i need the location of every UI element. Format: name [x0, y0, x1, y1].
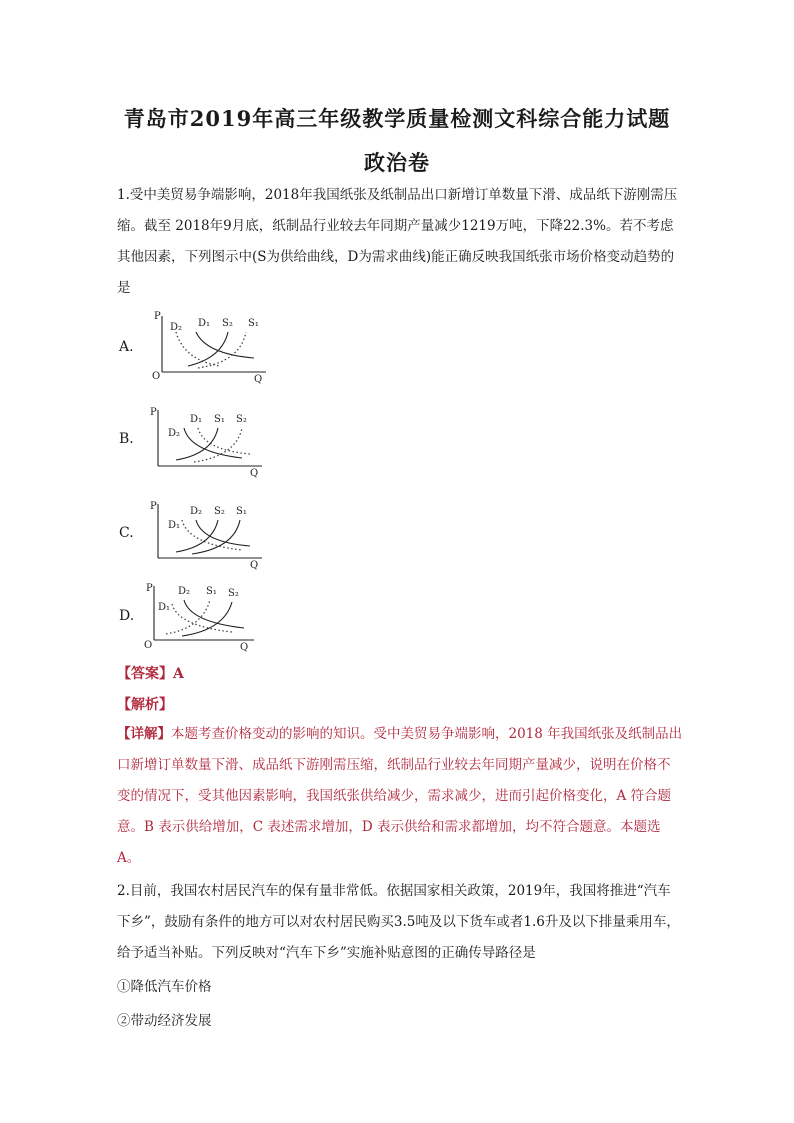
answer-label: 【答案】A	[117, 666, 184, 682]
exam-title: 青岛市2019年高三年级教学质量检测文科综合能力试题	[123, 106, 671, 131]
curve-label-s1: S₁	[214, 414, 225, 425]
q-axis-label: Q	[254, 374, 263, 385]
curve-label-s2: S₂	[228, 588, 239, 599]
origin-label: O	[152, 371, 161, 382]
q-axis-label: Q	[240, 642, 249, 653]
curve-label-d1: D₁	[190, 414, 203, 425]
curve-label-d2: D₂	[190, 506, 203, 517]
demand-curve-d2	[196, 520, 250, 546]
option-a-label: A.	[119, 339, 134, 355]
curve-label-d1: D₁	[168, 520, 181, 531]
option-b-graph	[146, 404, 271, 479]
demand-curve-d2	[184, 428, 242, 458]
origin-label: O	[144, 640, 153, 651]
exam-subtitle: 政治卷	[364, 150, 430, 175]
p-axis-label: P	[154, 311, 161, 322]
curve-label-s2: S₂	[214, 506, 225, 517]
question-2-item-1: ①降低汽车价格	[117, 979, 212, 995]
option-c-graph	[146, 498, 271, 573]
option-b-label: B.	[119, 431, 134, 447]
q-axis-label: Q	[250, 468, 259, 479]
curve-label-s2: S₂	[222, 318, 233, 329]
p-axis-label: P	[150, 501, 157, 512]
question-2-item-2: ②带动经济发展	[117, 1013, 212, 1029]
question-1-stem: 1.受中美贸易争端影响，2018年我国纸张及纸制品出口新增订单数量下滑、成品纸下游刚需压缩。截至 2018年9月底，纸制品行业较去年同期产量减少1219万吨，下降22.3%。若不考虑其他因素，下列图示中(S为供给曲线，D为需求曲线)能正确反映我国纸张市场价格变动趋势的是	[117, 187, 678, 296]
curve-label-d2: D₂	[168, 428, 181, 439]
option-d-label: D.	[119, 608, 135, 624]
option-a-graph	[148, 310, 273, 385]
explanation-text: 本题考查价格变动的影响的知识。受中美贸易争端影响，2018 年我国纸张及纸制品出口新增订单数量下滑、成品纸下游刚需压缩，纸制品行业较去年同期产量减少，说明在价格不变的情况下，受其他因素影响，我国纸张供给减少，需求减少，进而引起价格变化，A 符合题意。B 表示供给增加，C 表述需求增加，D 表示供给和需求都增加，均不符合题意。本题选 A。	[117, 726, 683, 866]
curve-label-s1: S₁	[248, 318, 259, 329]
curve-label-s1: S₁	[206, 586, 217, 597]
analysis-heading: 【解析】	[117, 697, 173, 713]
supply-curve-s2	[182, 602, 232, 636]
supply-curve-s1	[198, 332, 246, 368]
curve-label-d2: D₂	[170, 322, 183, 333]
explanation-block	[117, 719, 683, 874]
explanation-tag: 【详解】	[117, 726, 171, 742]
option-d-graph	[140, 580, 265, 655]
supply-curve-s1	[176, 428, 218, 460]
curve-label-s2: S₂	[236, 414, 247, 425]
curve-label-d1: D₁	[198, 318, 211, 329]
question-2-stem: 2.目前，我国农村居民汽车的保有量非常低。依据国家相关政策，2019年，我国将推进“汽车下乡”，鼓励有条件的地方可以对农村居民购买3.5吨及以下货车或者1.6升及以下排量乘用车，给予适当补贴。下列反映对“汽车下乡”实施补贴意图的正确传导路径是	[117, 883, 680, 961]
supply-curve-s2	[176, 520, 218, 552]
p-axis-label: P	[146, 583, 153, 594]
curve-label-s1: S₁	[236, 506, 247, 517]
curve-label-d2: D₂	[178, 586, 191, 597]
option-c-label: C.	[119, 525, 134, 541]
q-axis-label: Q	[250, 560, 259, 571]
curve-label-d1: D₁	[158, 602, 171, 613]
p-axis-label: P	[150, 407, 157, 418]
